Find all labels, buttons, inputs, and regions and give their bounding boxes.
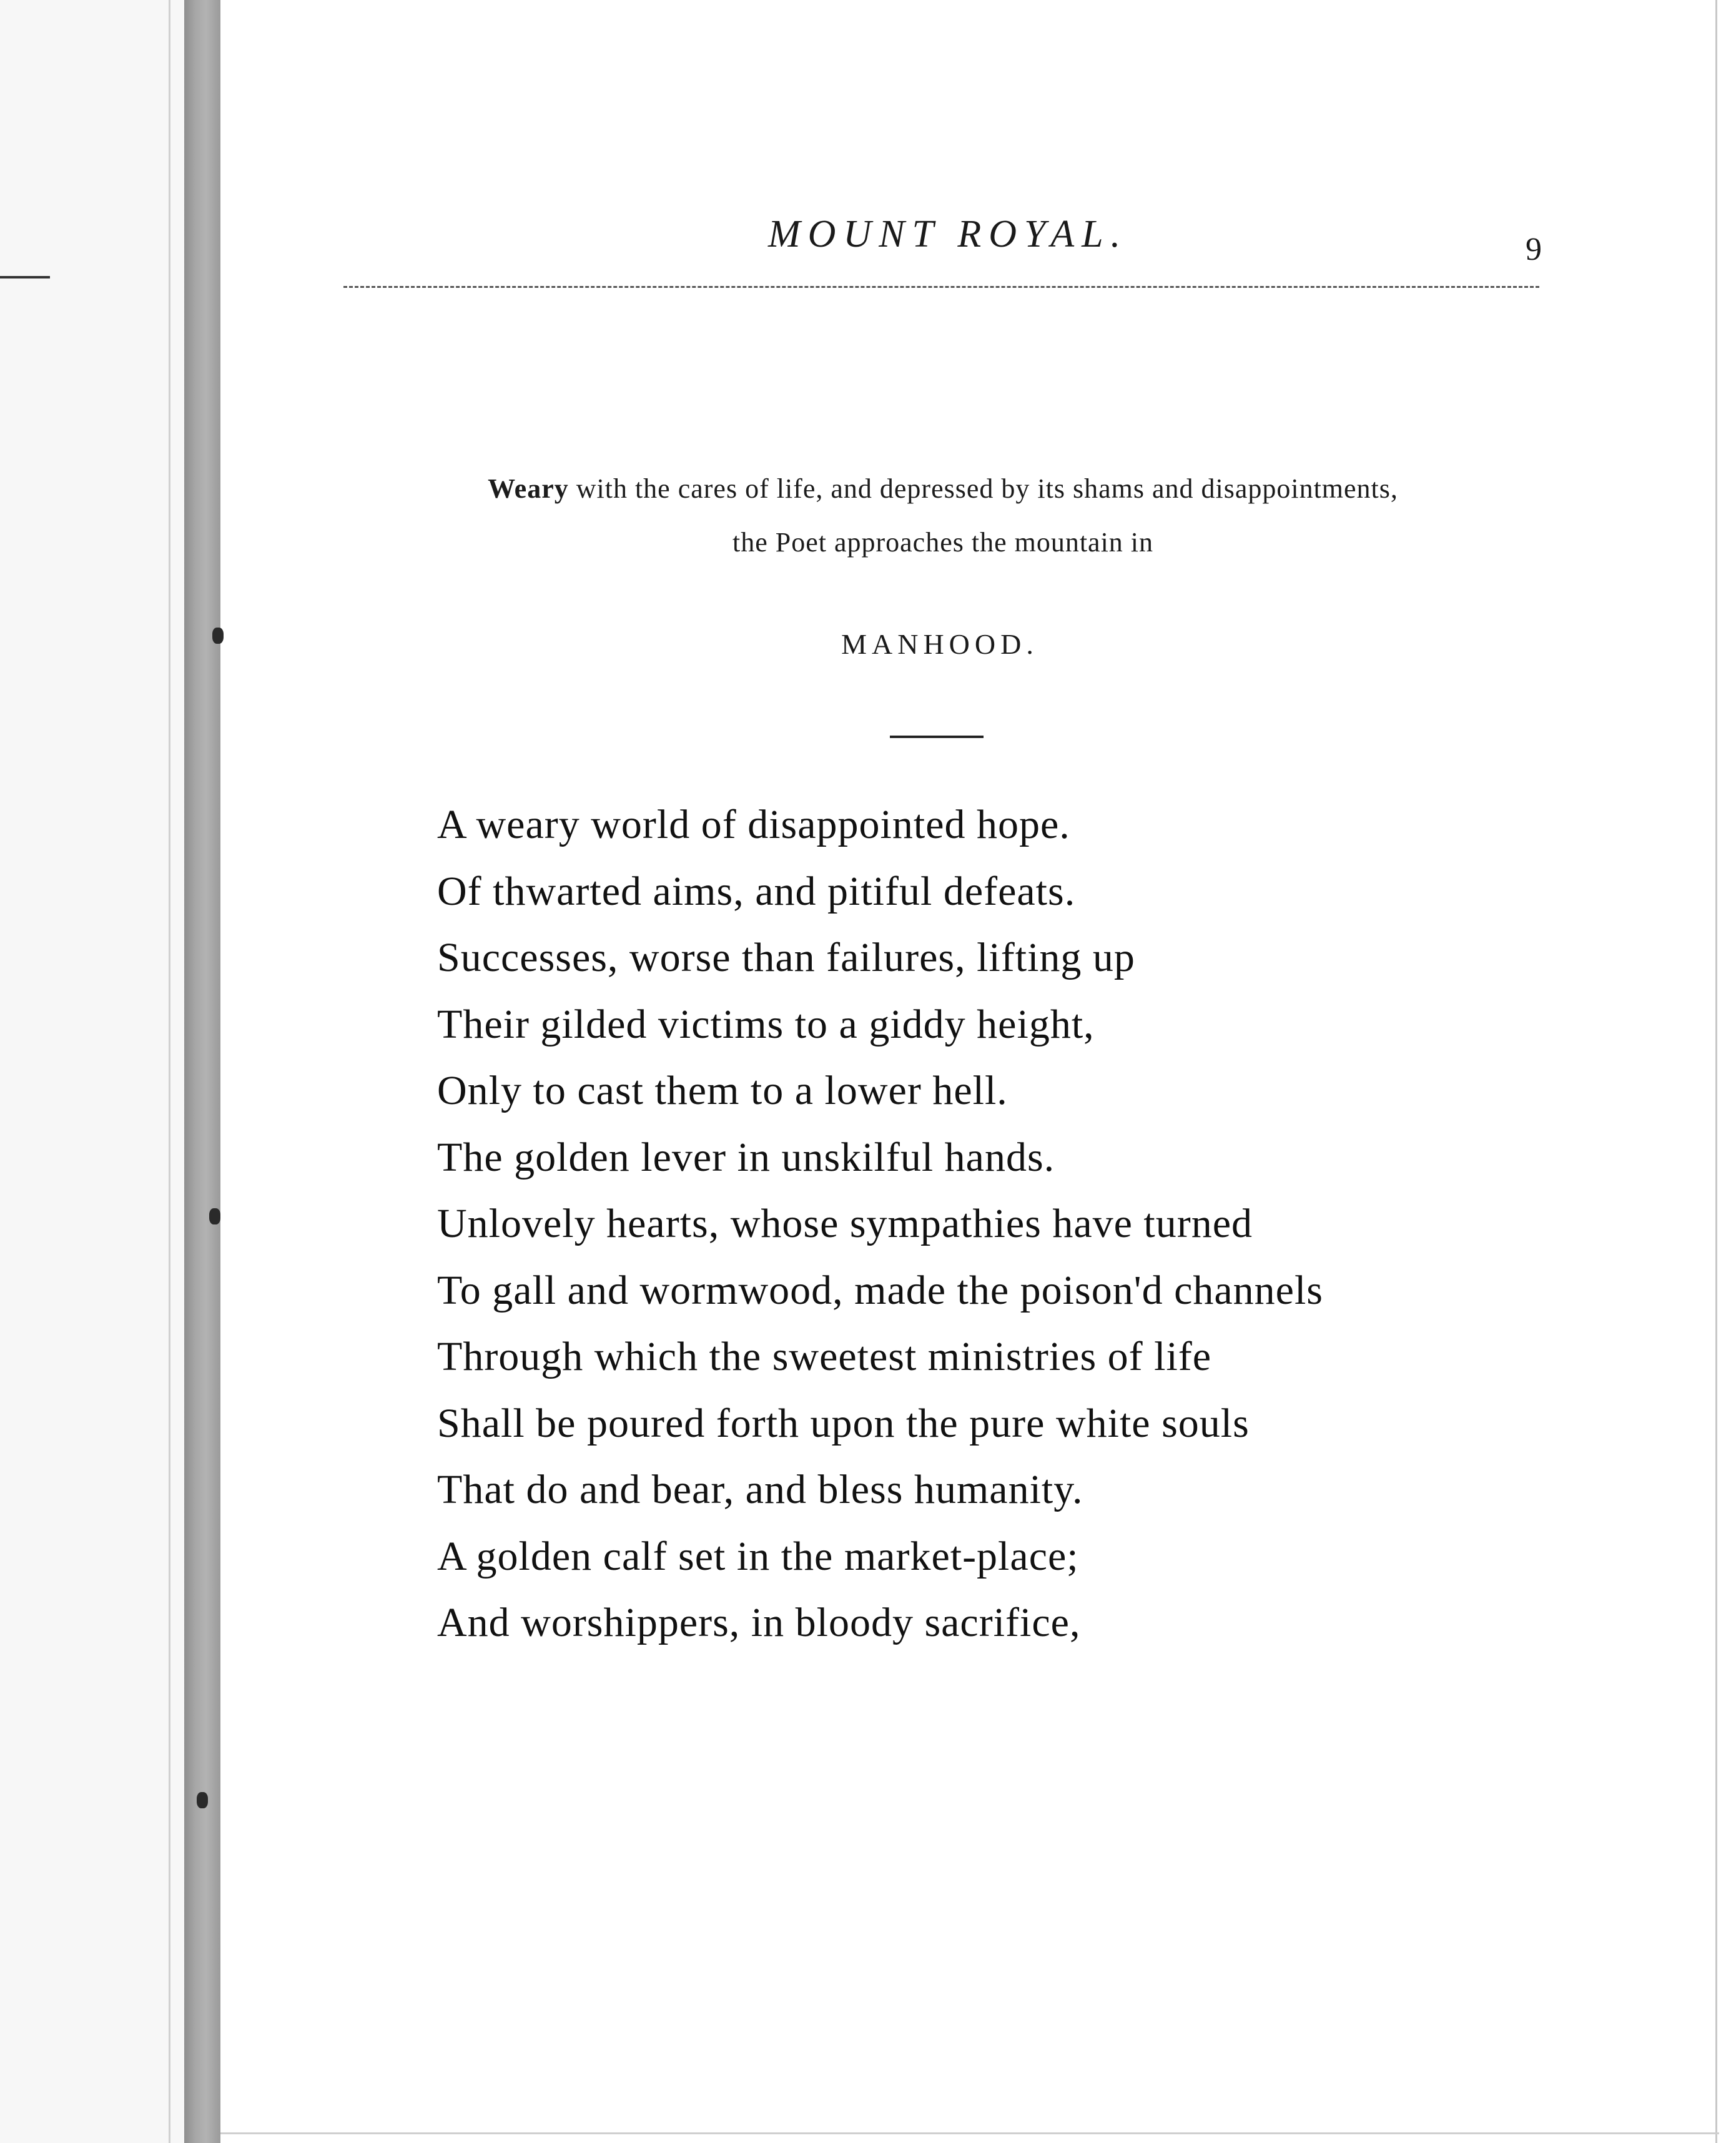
page-number: 9 xyxy=(1526,232,1542,267)
poem-line: Shall be poured forth upon the pure white souls xyxy=(437,1400,1250,1446)
poem-line: The golden lever in unskilful hands. xyxy=(437,1134,1055,1180)
section-divider xyxy=(890,736,984,738)
poem-line: Unlovely hearts, whose sympathies have turned xyxy=(437,1201,1253,1246)
poem-line: Successes, worse than failures, lifting up xyxy=(437,935,1135,980)
poem-line: And worshippers, in bloody sacrifice, xyxy=(437,1600,1081,1645)
page-right-edge xyxy=(1715,0,1717,2143)
header-rule xyxy=(343,286,1539,288)
poem-stanza xyxy=(437,792,1624,1657)
poem-line: Through which the sweetest ministries of life xyxy=(437,1334,1212,1379)
poem-line: To gall and wormwood, made the poison'd channels xyxy=(437,1267,1323,1313)
binding-hole-middle xyxy=(209,1208,220,1224)
argument-lead-word: Weary xyxy=(488,473,569,504)
poem-line: A golden calf set in the market-place; xyxy=(437,1533,1079,1579)
page-bottom-edge xyxy=(220,2132,1719,2134)
poem-line: A weary world of disappointed hope. xyxy=(437,802,1070,847)
argument-line-1 xyxy=(350,462,1536,516)
argument-line-2: the Poet approaches the mountain in xyxy=(732,527,1154,558)
book-gutter xyxy=(184,0,220,2143)
poem-line: Only to cast them to a lower hell. xyxy=(437,1068,1008,1113)
poem-line: Of thwarted aims, and pitiful defeats. xyxy=(437,868,1076,914)
facing-page-fold-line xyxy=(169,0,170,2143)
argument-line-1-text: with the cares of life, and depressed by its shams and disappointments, xyxy=(576,473,1398,504)
poem-line: Their gilded victims to a giddy height, xyxy=(437,1001,1095,1047)
running-head-title: MOUNT ROYAL. xyxy=(768,213,1128,255)
facing-page-edge xyxy=(0,0,184,2143)
poem-line: That do and bear, and bless humanity. xyxy=(437,1467,1083,1512)
section-title: MANHOOD. xyxy=(841,628,1038,660)
binding-hole-top xyxy=(212,628,224,644)
margin-mark xyxy=(0,276,50,278)
argument-block xyxy=(350,462,1536,569)
binding-hole-bottom xyxy=(197,1792,208,1808)
